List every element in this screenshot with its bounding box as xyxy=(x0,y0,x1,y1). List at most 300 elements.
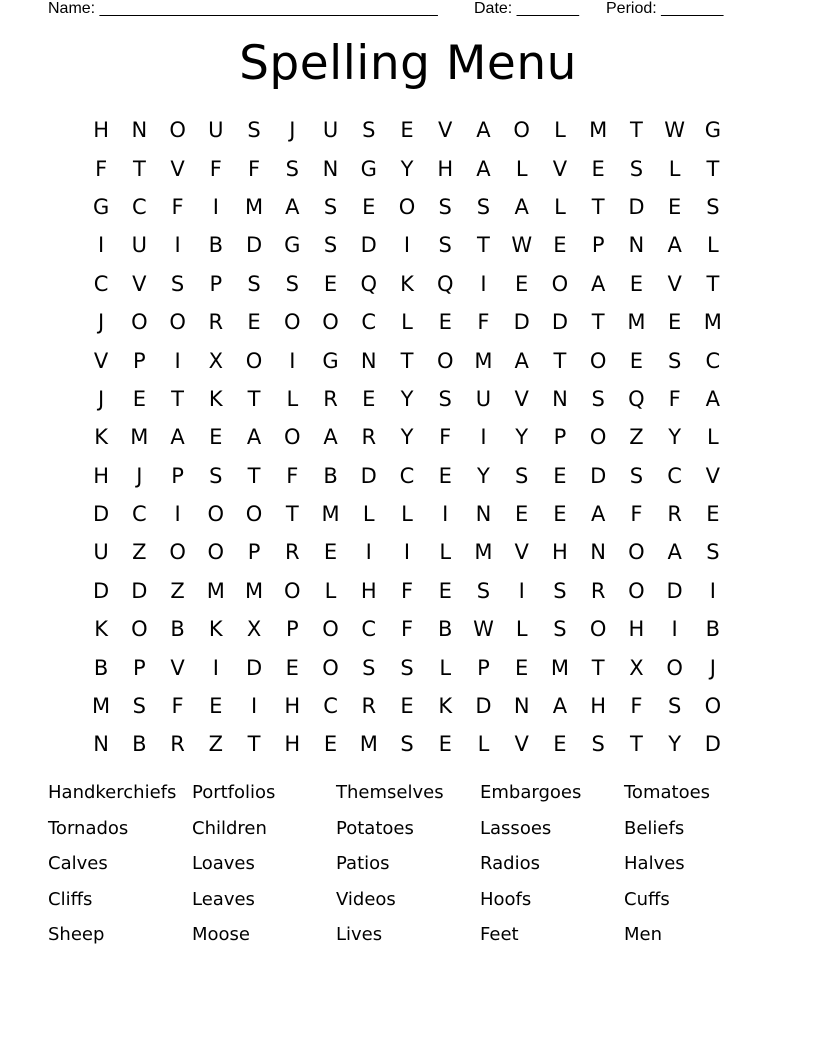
grid-letter: G xyxy=(92,194,110,219)
grid-row xyxy=(82,111,732,149)
grid-letter: D xyxy=(245,655,263,680)
grid-letter: O xyxy=(245,502,263,527)
grid-letter: S xyxy=(706,194,720,219)
grid-letter: V xyxy=(170,156,185,181)
grid-letter: L xyxy=(286,386,299,411)
grid-letter: W xyxy=(473,617,494,642)
grid-letter: P xyxy=(133,655,146,680)
grid-letter: E xyxy=(400,694,414,719)
grid-letter: E xyxy=(553,502,567,527)
grid-letter: V xyxy=(552,156,568,181)
grid-letter: V xyxy=(170,655,185,680)
grid-letter: E xyxy=(667,310,682,335)
page-title: Spelling Menu xyxy=(239,36,577,91)
grid-letter: U xyxy=(475,386,492,411)
grid-row xyxy=(82,188,732,226)
grid-letter: E xyxy=(515,502,529,527)
grid-letter: I xyxy=(174,233,181,258)
grid-letter: O xyxy=(207,540,225,565)
grid-letter: C xyxy=(323,694,338,719)
grid-letter: M xyxy=(244,578,264,603)
grid-letter: W xyxy=(511,233,533,258)
grid-letter: F xyxy=(630,502,643,527)
grid-letter: O xyxy=(207,502,225,527)
grid-letter: A xyxy=(285,194,300,219)
grid-letter: M xyxy=(321,502,340,527)
grid-letter: K xyxy=(438,694,453,719)
word-bank-item: Loaves xyxy=(192,853,255,875)
grid-letter: F xyxy=(630,694,643,719)
grid-letter: W xyxy=(664,118,686,143)
grid-letter: B xyxy=(132,732,147,757)
grid-letter: O xyxy=(169,310,186,335)
grid-letter: O xyxy=(284,310,301,335)
grid-letter: S xyxy=(667,348,682,373)
grid-letter: F xyxy=(209,156,222,181)
word-bank-item: Hoofs xyxy=(480,888,532,910)
grid-letter: D xyxy=(245,233,263,258)
grid-letter: A xyxy=(590,502,606,527)
grid-letter: X xyxy=(629,655,644,680)
grid-letter: A xyxy=(476,156,491,181)
grid-letter: I xyxy=(212,194,219,219)
grid-letter: D xyxy=(628,194,645,219)
grid-letter: B xyxy=(705,617,721,642)
grid-letter: S xyxy=(515,463,529,488)
grid-letter: L xyxy=(554,194,566,219)
grid-letter: J xyxy=(136,463,143,488)
grid-letter: J xyxy=(98,386,105,411)
grid-letter: O xyxy=(169,118,186,143)
grid-letter: T xyxy=(706,156,720,181)
grid-letter: R xyxy=(170,732,185,757)
grid-letter: E xyxy=(438,463,452,488)
grid-letter: M xyxy=(474,540,493,565)
grid-letter: L xyxy=(439,540,452,565)
grid-letter: D xyxy=(93,502,110,527)
grid-letter: E xyxy=(323,540,338,565)
grid-letter: O xyxy=(169,540,186,565)
grid-letter: D xyxy=(360,233,377,258)
grid-letter: E xyxy=(132,386,146,411)
grid-letter: S xyxy=(591,732,605,757)
grid-letter: E xyxy=(515,271,529,296)
grid-letter: A xyxy=(667,540,682,565)
word-bank-item: Radios xyxy=(480,853,540,875)
grid-letter: E xyxy=(285,655,299,680)
grid-letter: O xyxy=(436,348,454,373)
word-bank-item: Beliefs xyxy=(624,817,685,839)
grid-letter: E xyxy=(515,655,529,680)
grid-letter: M xyxy=(92,694,111,719)
grid-letter: A xyxy=(514,194,529,219)
grid-letter: O xyxy=(589,348,607,373)
word-bank-item: Tomatoes xyxy=(624,782,711,803)
word-bank-item: Cliffs xyxy=(48,888,93,910)
grid-letter: S xyxy=(476,578,491,603)
grid-letter: N xyxy=(513,694,530,719)
grid-letter: L xyxy=(439,655,452,680)
grid-letter: C xyxy=(132,194,147,219)
grid-letter: L xyxy=(707,233,719,258)
grid-letter: N xyxy=(93,732,109,757)
grid-letter: E xyxy=(209,694,223,719)
grid-row xyxy=(82,341,732,379)
word-bank-item: Children xyxy=(192,817,267,839)
grid-letter: F xyxy=(668,386,681,411)
grid-letter: T xyxy=(400,348,414,373)
grid-letter: S xyxy=(362,655,376,680)
grid-letter: H xyxy=(628,617,645,642)
grid-letter: P xyxy=(133,348,146,373)
grid-letter: V xyxy=(705,463,721,488)
grid-letter: E xyxy=(553,233,567,258)
grid-letter: S xyxy=(323,233,338,258)
grid-letter: A xyxy=(476,118,491,143)
grid-letter: I xyxy=(289,348,296,373)
grid-letter: V xyxy=(514,386,529,411)
grid-letter: Y xyxy=(477,463,490,488)
grid-letter: C xyxy=(361,310,377,335)
grid-letter: H xyxy=(552,540,568,565)
grid-row xyxy=(82,648,732,686)
grid-letter: U xyxy=(208,118,224,143)
word-bank-row xyxy=(48,815,788,851)
name-field[interactable]: Name: ______________________________________ xyxy=(48,0,438,17)
grid-letter: E xyxy=(629,348,644,373)
grid-letter: L xyxy=(668,156,681,181)
grid-letter: A xyxy=(323,425,338,450)
grid-letter: E xyxy=(400,118,414,143)
grid-letter: S xyxy=(247,118,261,143)
grid-letter: E xyxy=(438,578,452,603)
grid-letter: T xyxy=(553,348,567,373)
grid-letter: S xyxy=(247,271,261,296)
grid-letter: E xyxy=(247,310,261,335)
grid-letter: D xyxy=(131,578,148,603)
grid-letter: N xyxy=(475,502,492,527)
grid-letter: S xyxy=(209,463,223,488)
grid-letter: O xyxy=(131,617,148,642)
grid-letter: T xyxy=(706,271,720,296)
grid-letter: F xyxy=(95,156,108,181)
grid-letter: Q xyxy=(436,271,454,296)
grid-letter: Y xyxy=(668,425,682,450)
grid-letter: G xyxy=(704,118,721,143)
grid-letter: S xyxy=(323,194,338,219)
word-bank-row xyxy=(48,850,788,886)
grid-letter: O xyxy=(322,617,339,642)
grid-letter: O xyxy=(628,540,645,565)
grid-letter: O xyxy=(551,271,569,296)
grid-letter: E xyxy=(362,194,376,219)
grid-letter: R xyxy=(361,694,377,719)
grid-letter: O xyxy=(284,425,301,450)
word-bank-item: Men xyxy=(624,924,663,946)
grid-letter: S xyxy=(362,118,376,143)
grid-row xyxy=(82,725,732,763)
grid-letter: C xyxy=(705,348,721,373)
word-bank-item: Cuffs xyxy=(624,888,670,910)
grid-letter: L xyxy=(515,617,528,642)
grid-row xyxy=(82,533,732,571)
grid-letter: O xyxy=(666,655,683,680)
word-bank-item: Leaves xyxy=(192,888,255,910)
word-bank-item: Feet xyxy=(480,924,519,946)
grid-letter: E xyxy=(438,310,452,335)
grid-letter: I xyxy=(250,694,258,719)
grid-letter: E xyxy=(323,732,338,757)
grid-letter: I xyxy=(518,578,525,603)
grid-letter: N xyxy=(131,118,148,143)
grid-letter: S xyxy=(591,386,605,411)
word-bank-item: Halves xyxy=(624,853,685,875)
grid-letter: M xyxy=(130,425,149,450)
grid-letter: H xyxy=(284,732,301,757)
grid-letter: H xyxy=(284,694,301,719)
grid-letter: O xyxy=(284,578,301,603)
grid-letter: N xyxy=(322,156,339,181)
grid-letter: Z xyxy=(132,540,147,565)
grid-letter: D xyxy=(513,310,530,335)
grid-letter: E xyxy=(706,502,720,527)
grid-letter: F xyxy=(400,617,414,642)
grid-letter: L xyxy=(401,310,413,335)
grid-letter: I xyxy=(480,271,487,296)
word-bank-item: Embargoes xyxy=(480,782,582,803)
grid-letter: S xyxy=(400,732,414,757)
grid-letter: Z xyxy=(170,578,185,603)
grid-letter: J xyxy=(709,655,716,680)
grid-letter: V xyxy=(132,271,147,296)
word-bank-item: Calves xyxy=(48,853,108,875)
grid-letter: Y xyxy=(400,386,414,411)
grid-letter: T xyxy=(477,233,490,258)
grid-letter: H xyxy=(360,578,377,603)
date-field[interactable]: Date: _______ xyxy=(474,0,579,17)
grid-letter: C xyxy=(93,271,109,296)
grid-letter: C xyxy=(667,463,682,488)
grid-letter: X xyxy=(246,617,262,642)
grid-letter: S xyxy=(629,463,644,488)
grid-letter: S xyxy=(706,540,720,565)
grid-row xyxy=(82,572,732,610)
grid-letter: M xyxy=(627,310,646,335)
grid-letter: B xyxy=(438,617,453,642)
grid-letter: R xyxy=(323,386,338,411)
grid-letter: O xyxy=(131,310,148,335)
grid-letter: K xyxy=(94,425,108,450)
grid-letter: O xyxy=(704,694,722,719)
grid-row xyxy=(82,226,732,264)
grid-letter: T xyxy=(591,655,605,680)
grid-letter: M xyxy=(474,348,493,373)
grid-letter: O xyxy=(245,348,263,373)
grid-letter: E xyxy=(629,271,644,296)
grid-letter: S xyxy=(667,694,682,719)
grid-letter: M xyxy=(703,310,722,335)
word-bank-item: Moose xyxy=(192,924,251,946)
grid-letter: I xyxy=(403,233,411,258)
grid-letter: Z xyxy=(208,732,224,757)
grid-letter: I xyxy=(174,348,181,373)
grid-letter: Q xyxy=(360,271,378,296)
grid-letter: R xyxy=(361,425,377,450)
grid-letter: V xyxy=(514,540,529,565)
word-bank-item: Handkerchiefs xyxy=(48,782,177,803)
grid-letter: O xyxy=(589,425,607,450)
word-bank-row xyxy=(48,886,788,922)
grid-letter: S xyxy=(170,271,185,296)
grid-letter: P xyxy=(553,425,567,450)
grid-letter: O xyxy=(322,310,339,335)
grid-letter: D xyxy=(475,694,492,719)
grid-letter: Y xyxy=(400,425,414,450)
grid-letter: S xyxy=(285,271,299,296)
word-bank-item: Lassoes xyxy=(480,817,552,839)
period-field[interactable]: Period: _______ xyxy=(606,0,724,17)
grid-letter: O xyxy=(628,578,645,603)
grid-letter: C xyxy=(399,463,415,488)
grid-letter: C xyxy=(361,617,377,642)
grid-row xyxy=(82,687,732,725)
grid-letter: F xyxy=(477,310,490,335)
grid-row xyxy=(82,495,732,533)
grid-letter: I xyxy=(480,425,487,450)
grid-letter: E xyxy=(591,156,605,181)
grid-letter: S xyxy=(400,655,414,680)
grid-row xyxy=(82,265,732,303)
grid-letter: O xyxy=(398,194,416,219)
grid-letter: K xyxy=(94,617,108,642)
grid-letter: K xyxy=(208,617,223,642)
grid-letter: S xyxy=(438,233,452,258)
grid-letter: A xyxy=(246,425,262,450)
grid-letter: V xyxy=(514,732,529,757)
grid-letter: I xyxy=(671,617,678,642)
grid-letter: I xyxy=(174,502,181,527)
word-bank-item: Sheep xyxy=(48,924,105,946)
word-bank-row xyxy=(48,779,788,815)
grid-letter: L xyxy=(324,578,337,603)
grid-letter: R xyxy=(284,540,300,565)
grid-letter: G xyxy=(322,348,339,373)
grid-letter: E xyxy=(553,732,567,757)
grid-letter: T xyxy=(285,502,299,527)
grid-letter: S xyxy=(553,578,567,603)
grid-letter: I xyxy=(709,578,716,603)
grid-letter: A xyxy=(590,271,606,296)
grid-letter: E xyxy=(553,463,567,488)
grid-letter: L xyxy=(477,732,490,757)
grid-row xyxy=(82,457,732,495)
grid-letter: F xyxy=(171,194,184,219)
grid-letter: Y xyxy=(400,156,414,181)
grid-row xyxy=(82,418,732,456)
grid-letter: A xyxy=(705,386,721,411)
grid-letter: V xyxy=(438,118,453,143)
grid-letter: E xyxy=(438,732,452,757)
grid-letter: S xyxy=(476,194,491,219)
word-bank-item: Potatoes xyxy=(336,817,414,839)
word-bank-item: Themselves xyxy=(336,782,444,803)
grid-letter: P xyxy=(285,617,299,642)
grid-letter: M xyxy=(206,578,225,603)
grid-letter: T xyxy=(629,118,643,143)
grid-letter: D xyxy=(666,578,683,603)
grid-letter: B xyxy=(93,655,109,680)
word-bank-item: Patios xyxy=(336,853,390,875)
grid-letter: H xyxy=(437,156,454,181)
grid-letter: U xyxy=(93,540,109,565)
letter-grid xyxy=(82,111,732,764)
grid-letter: T xyxy=(591,310,605,335)
grid-letter: P xyxy=(591,233,605,258)
grid-letter: C xyxy=(132,502,147,527)
grid-letter: L xyxy=(362,502,375,527)
grid-letter: F xyxy=(171,694,184,719)
grid-letter: Z xyxy=(629,425,644,450)
grid-letter: O xyxy=(589,617,607,642)
grid-letter: F xyxy=(248,156,261,181)
grid-letter: D xyxy=(551,310,569,335)
grid-letter: G xyxy=(284,233,301,258)
grid-letter: T xyxy=(247,386,261,411)
grid-letter: T xyxy=(132,156,146,181)
grid-letter: A xyxy=(552,694,568,719)
grid-letter: T xyxy=(247,463,261,488)
grid-letter: H xyxy=(93,463,110,488)
grid-letter: A xyxy=(170,425,185,450)
grid-letter: N xyxy=(590,540,607,565)
grid-letter: D xyxy=(93,578,110,603)
grid-letter: S xyxy=(285,156,299,181)
grid-letter: T xyxy=(247,732,261,757)
grid-letter: P xyxy=(171,463,184,488)
word-bank-item: Lives xyxy=(336,924,383,946)
word-bank-row xyxy=(48,921,788,957)
grid-letter: N xyxy=(628,233,645,258)
grid-row xyxy=(82,380,732,418)
word-bank xyxy=(48,779,788,957)
grid-letter: L xyxy=(515,156,528,181)
word-bank-item: Tornados xyxy=(48,817,129,839)
grid-letter: P xyxy=(477,655,490,680)
grid-letter: S xyxy=(629,156,644,181)
grid-letter: R xyxy=(667,502,682,527)
grid-letter: M xyxy=(589,118,608,143)
grid-letter: J xyxy=(98,310,105,335)
grid-letter: K xyxy=(208,386,223,411)
grid-letter: T xyxy=(629,732,643,757)
grid-letter: N xyxy=(552,386,568,411)
grid-letter: O xyxy=(513,118,530,143)
grid-letter: V xyxy=(93,348,109,373)
grid-letter: A xyxy=(514,348,529,373)
grid-letter: I xyxy=(212,655,219,680)
grid-letter: E xyxy=(667,194,682,219)
grid-letter: S xyxy=(438,386,452,411)
grid-letter: E xyxy=(209,425,223,450)
grid-letter: O xyxy=(322,655,339,680)
grid-row xyxy=(82,303,732,341)
grid-letter: I xyxy=(365,540,372,565)
grid-letter: Q xyxy=(628,386,645,411)
grid-letter: Y xyxy=(515,425,529,450)
grid-row xyxy=(82,610,732,648)
grid-letter: N xyxy=(360,348,377,373)
grid-letter: H xyxy=(590,694,607,719)
